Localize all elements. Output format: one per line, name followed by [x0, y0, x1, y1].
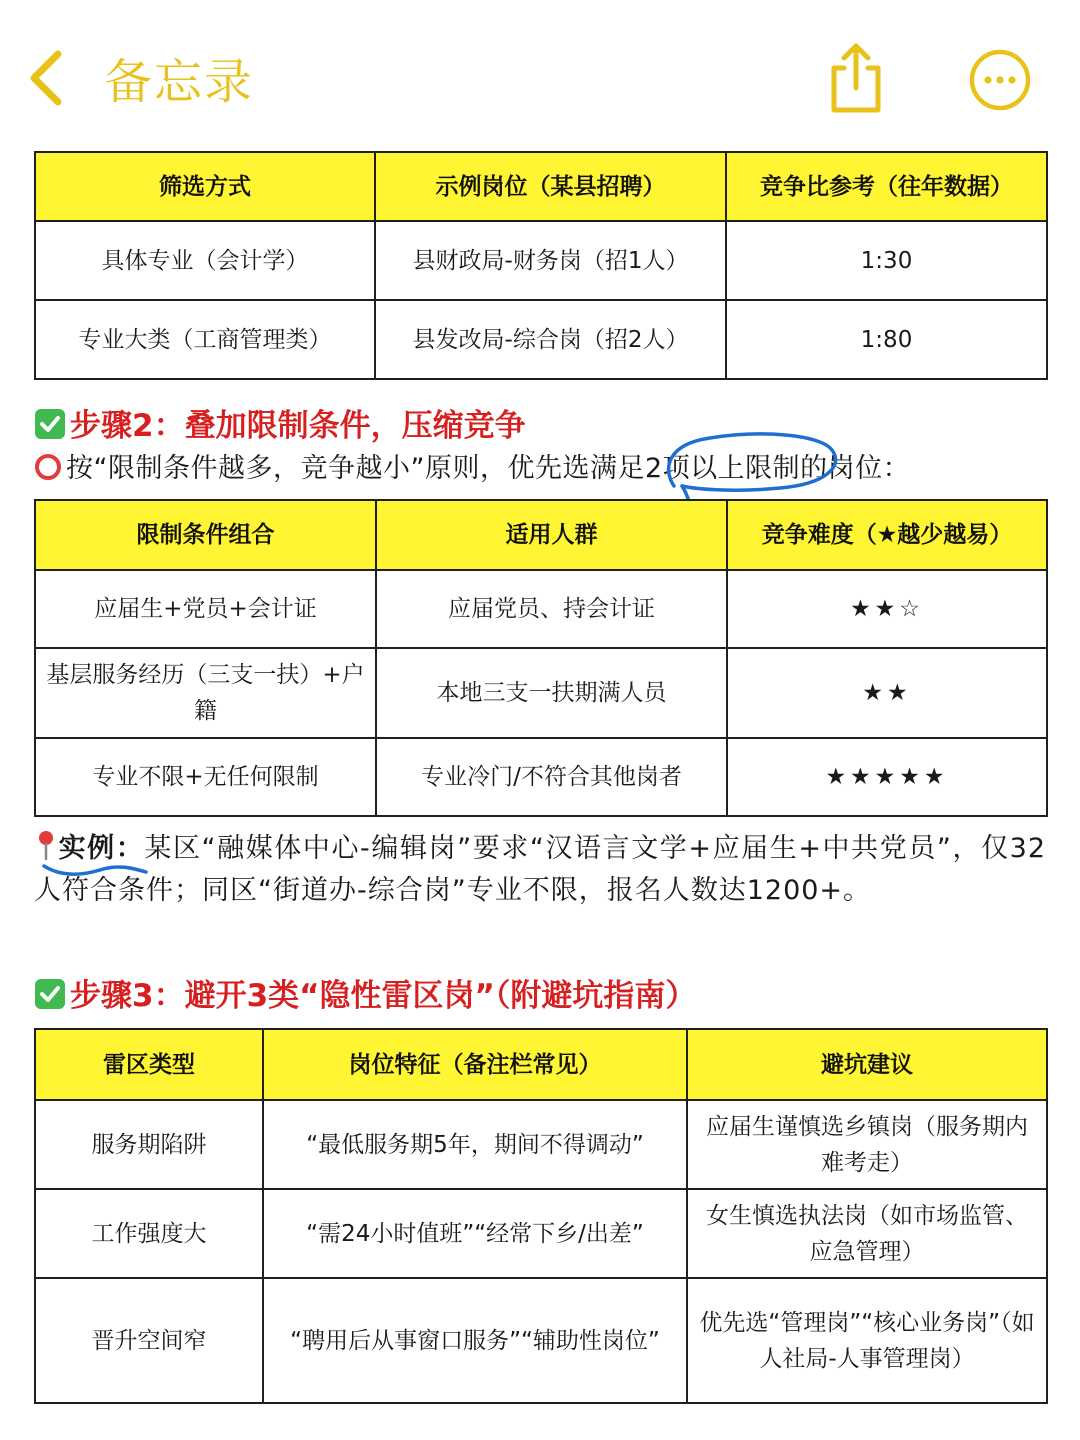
table-cell: 县发改局-综合岗（招2人）: [375, 300, 726, 379]
risk-position-table: [34, 1028, 1048, 1404]
table-cell: 专业大类（工商管理类）: [35, 300, 375, 379]
table-cell: 服务期陷阱: [35, 1100, 263, 1189]
example-text: 某区“融媒体中心-编辑岗”要求“汉语言文学+应届生+中共党员”，仅32人符合条件；同区“街道办-综合岗”专业不限，报名人数达1200+。: [34, 833, 1047, 906]
restriction-table: [34, 499, 1048, 817]
table-cell: 县财政局-财务岗（招1人）: [375, 221, 726, 300]
table-row: [35, 300, 1047, 379]
table-cell: 工作强度大: [35, 1189, 263, 1278]
table-cell: 优先选“管理岗”“核心业务岗”（如人社局-人事管理岗）: [687, 1278, 1047, 1403]
table-cell: 1:80: [726, 300, 1047, 379]
step2-intro-text-a: 按“限制条件越多，竞争越小”原则，优先选: [66, 453, 590, 484]
column-header: 适用人群: [376, 500, 727, 570]
top-bar: [0, 0, 1080, 150]
column-header: 限制条件组合: [35, 500, 376, 570]
table-cell: 应届生谨慎选乡镇岗（服务期内难考走）: [687, 1100, 1047, 1189]
handdrawn-circle-annotation: [660, 428, 846, 508]
share-button[interactable]: [824, 40, 888, 116]
table-row: [35, 221, 1047, 300]
step2-heading: [34, 404, 526, 448]
table-cell: 应届生+党员+会计证: [35, 570, 376, 648]
table-cell: “需24小时值班”“经常下乡/出差”: [263, 1189, 687, 1278]
table-row: [35, 1100, 1047, 1189]
table-cell: 专业冷门/不符合其他岗者: [376, 738, 727, 816]
table-row: [35, 1189, 1047, 1278]
table-cell: 1:30: [726, 221, 1047, 300]
table-cell: 女生慎选执法岗（如市场监管、应急管理）: [687, 1189, 1047, 1278]
column-header: 竞争比参考（往年数据）: [726, 152, 1047, 221]
step3-heading: [34, 974, 696, 1018]
table-row: [35, 570, 1047, 648]
back-button[interactable]: [22, 46, 72, 110]
table-cell: 具体专业（会计学）: [35, 221, 375, 300]
filter-method-table: [34, 151, 1048, 380]
table-row: [35, 648, 1047, 738]
table-cell: 晋升空间窄: [35, 1278, 263, 1403]
difficulty-stars: ★★: [727, 648, 1047, 738]
column-header: 避坑建议: [687, 1029, 1047, 1100]
table-cell: 应届党员、持会计证: [376, 570, 727, 648]
example-label: 实例：: [58, 833, 145, 864]
circle-icon: [34, 453, 62, 481]
table-row: [35, 1278, 1047, 1403]
column-header: 岗位特征（备注栏常见）: [263, 1029, 687, 1100]
table-header-row: [35, 152, 1047, 221]
difficulty-stars: ★★★★★: [727, 738, 1047, 816]
more-button[interactable]: [968, 48, 1032, 112]
table-cell: 本地三支一扶期满人员: [376, 648, 727, 738]
column-header: 示例岗位（某县招聘）: [375, 152, 726, 221]
step3-heading-text: 步骤3：避开3类“隐性雷区岗”（附避坑指南）: [70, 978, 697, 1014]
table-cell: 专业不限+无任何限制: [35, 738, 376, 816]
step2-heading-text: 步骤2：叠加限制条件，压缩竞争: [70, 408, 526, 444]
table-cell: 基层服务经历（三支一扶）+户籍: [35, 648, 376, 738]
check-icon: [34, 408, 66, 440]
step2-intro-text-b: 限制的岗位：: [745, 453, 911, 484]
pin-icon: [34, 829, 58, 861]
more-icon: [968, 48, 1032, 112]
example-paragraph: [34, 828, 1046, 912]
app-title: 备忘录: [104, 54, 255, 110]
column-header: 竞争难度（★越少越易）: [727, 500, 1047, 570]
table-header-row: [35, 500, 1047, 570]
share-icon: [824, 40, 888, 116]
table-cell: “聘用后从事窗口服务”“辅助性岗位”: [263, 1278, 687, 1403]
handdrawn-underline-annotation: [40, 858, 152, 880]
table-cell: “最低服务期5年，期间不得调动”: [263, 1100, 687, 1189]
step2-intro-highlight: 满足2项以上: [589, 453, 746, 484]
check-icon: [34, 978, 66, 1010]
table-header-row: [35, 1029, 1047, 1100]
column-header: 雷区类型: [35, 1029, 263, 1100]
back-chevron-icon: [22, 46, 72, 110]
column-header: 筛选方式: [35, 152, 375, 221]
table-row: [35, 738, 1047, 816]
difficulty-stars: ★★☆: [727, 570, 1047, 648]
